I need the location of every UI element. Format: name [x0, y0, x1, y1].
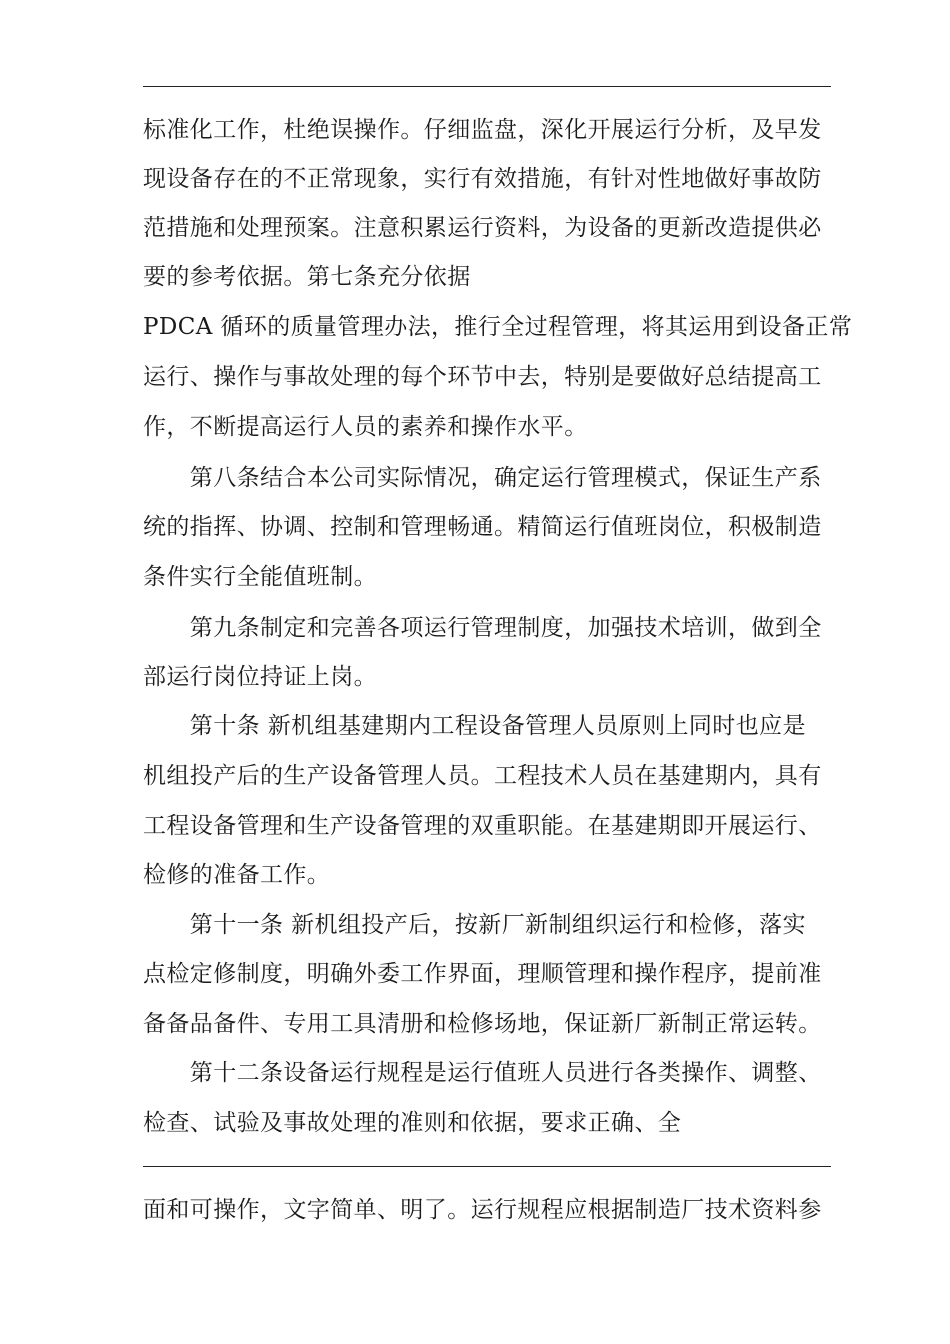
text-line: 点检定修制度，明确外委工作界面，理顺管理和操作程序，提前准	[143, 961, 822, 987]
text-line: 运行、操作与事故处理的每个环节中去，特别是要做好总结提高工	[143, 364, 822, 390]
text-line: 作，不断提高运行人员的素养和操作水平。	[143, 414, 588, 440]
text-line: 条件实行全能值班制。	[143, 564, 377, 590]
text-line: 面和可操作，文字简单、明了。运行规程应根据制造厂技术资料参	[143, 1197, 822, 1223]
text-line: 备备品备件、专用工具清册和检修场地，保证新厂新制正常运转。	[143, 1011, 822, 1037]
text-line: 部运行岗位持证上岗。	[143, 664, 377, 690]
text-line: 要的参考依据。第七条充分依据	[143, 264, 471, 290]
text-line: 现设备存在的不正常现象，实行有效措施，有针对性地做好事故防	[143, 166, 822, 192]
header-rule	[143, 86, 831, 87]
text-line: 第八条结合本公司实际情况，确定运行管理模式，保证生产系	[143, 465, 822, 491]
text-line: 第九条制定和完善各项运行管理制度，加强技术培训，做到全	[143, 615, 822, 641]
text-line: 工程设备管理和生产设备管理的双重职能。在基建期即开展运行、	[143, 813, 822, 839]
page-break-rule	[143, 1166, 831, 1167]
text-line: 检查、试验及事故处理的准则和依据，要求正确、全	[143, 1110, 682, 1136]
text-line: 统的指挥、协调、控制和管理畅通。精简运行值班岗位，积极制造	[143, 514, 822, 540]
text-line: 机组投产后的生产设备管理人员。工程技术人员在基建期内，具有	[143, 763, 822, 789]
text-line: 检修的准备工作。	[143, 862, 331, 888]
text-line: PDCA 循环的质量管理办法，推行全过程管理，将其运用到设备正常	[143, 314, 853, 340]
text-line: 第十条 新机组基建期内工程设备管理人员原则上同时也应是	[143, 713, 806, 739]
text-line: 第十一条 新机组投产后，按新厂新制组织运行和检修，落实	[143, 912, 806, 938]
text-line: 范措施和处理预案。注意积累运行资料，为设备的更新改造提供必	[143, 215, 822, 241]
text-line: 第十二条设备运行规程是运行值班人员进行各类操作、调整、	[143, 1060, 822, 1086]
text-line: 标准化工作，杜绝误操作。仔细监盘，深化开展运行分析，及早发	[143, 117, 822, 143]
